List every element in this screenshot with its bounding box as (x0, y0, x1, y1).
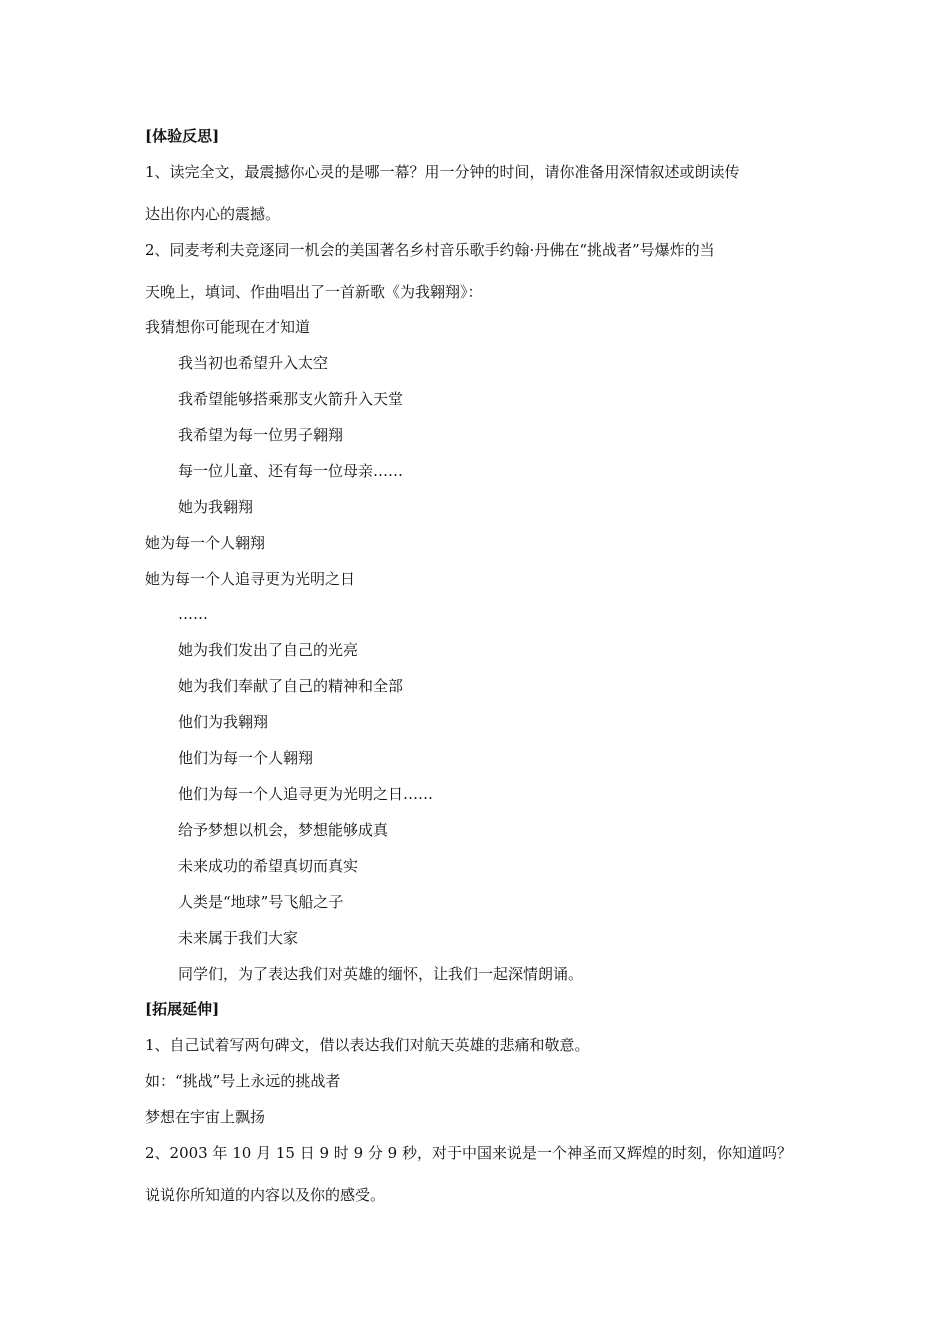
song-line: 我希望为每一位男子翱翔 (178, 426, 344, 444)
song-closing-line: 同学们，为了表达我们对英雄的缅怀，让我们一起深情朗诵。 (178, 965, 584, 983)
song-line: 她为每一个人追寻更为光明之日 (145, 570, 356, 588)
song-line: 给予梦想以机会，梦想能够成真 (178, 821, 389, 839)
epitaph-example-1: 如：“挑战”号上永远的挑战者 (145, 1072, 341, 1090)
epitaph-example-2: 梦想在宇宙上飘扬 (145, 1108, 266, 1126)
song-line: 我当初也希望升入太空 (178, 354, 329, 372)
question-1-line-1: 1、读完全文，最震撼你心灵的是哪一幕？用一分钟的时间，请你准备用深情叙述或朗读传 (145, 163, 740, 181)
question-1-line-2: 达出你内心的震撼。 (145, 205, 281, 223)
song-line: 未来成功的希望真切而真实 (178, 857, 359, 875)
extension-question-2-line-2: 说说你所知道的内容以及你的感受。 (145, 1186, 386, 1204)
extension-question-2-line-1: 2、2003 年 10 月 15 日 9 时 9 分 9 秒，对于中国来说是一个神圣而又辉煌的时刻，你知道吗？ (145, 1144, 792, 1162)
song-line: …… (178, 605, 208, 623)
section-heading-extension: [拓展延伸] (145, 1000, 220, 1018)
song-line: 她为每一个人翱翔 (145, 534, 266, 552)
question-2-line-2: 天晚上，填词、作曲唱出了一首新歌《为我翱翔》： (145, 283, 483, 301)
song-line: 她为我们发出了自己的光亮 (178, 641, 359, 659)
extension-question-1: 1、自己试着写两句碑文，借以表达我们对航天英雄的悲痛和敬意。 (145, 1036, 590, 1054)
song-line: 他们为每一个人翱翔 (178, 749, 314, 767)
song-line: 人类是“地球”号飞船之子 (178, 893, 344, 911)
song-line: 我猜想你可能现在才知道 (145, 318, 311, 336)
song-line: 我希望能够搭乘那支火箭升入天堂 (178, 390, 404, 408)
song-line: 每一位儿童、还有每一位母亲…… (178, 462, 404, 480)
song-line: 她为我翱翔 (178, 498, 254, 516)
section-heading-reflection: [体验反思] (145, 127, 220, 145)
song-line: 她为我们奉献了自己的精神和全部 (178, 677, 404, 695)
question-2-line-1: 2、同麦考利夫竞逐同一机会的美国著名乡村音乐歌手约翰·丹佛在“挑战者”号爆炸的当 (145, 241, 715, 259)
song-line: 他们为我翱翔 (178, 713, 269, 731)
song-line: 未来属于我们大家 (178, 929, 299, 947)
song-line: 他们为每一个人追寻更为光明之日…… (178, 785, 434, 803)
